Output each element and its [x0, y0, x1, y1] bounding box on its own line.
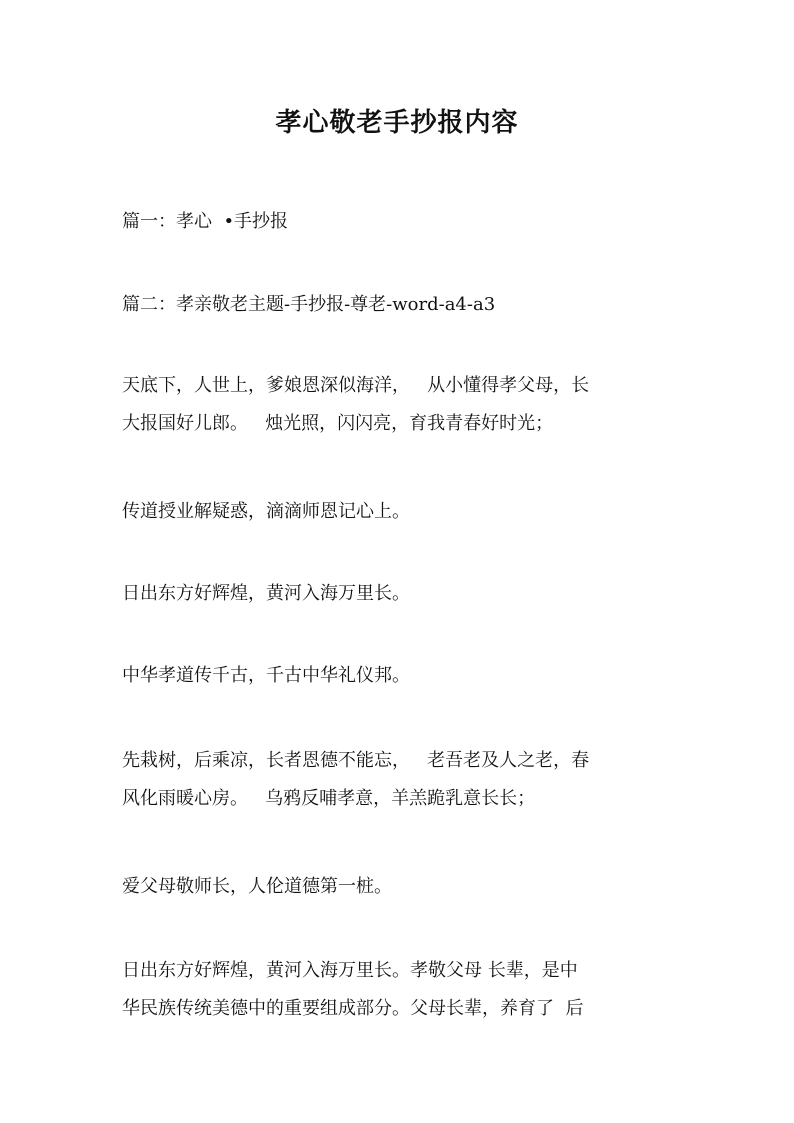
paragraph — [122, 742, 674, 818]
text-line: 天底下，人世上，爹娘恩深似海洋， 从小懂得孝父母，长 — [122, 375, 590, 396]
paragraph — [122, 868, 674, 906]
text-line: 篇二：孝亲敬老主题-手抄报-尊老-word-a4-a3 — [122, 294, 496, 315]
text-line: 传道授业解疑惑，滴滴师恩记心上。 — [122, 501, 410, 522]
paragraph-section-two — [122, 286, 674, 324]
paragraph-section-one — [122, 203, 674, 241]
document-title: 孝心敬老手抄报内容 — [275, 108, 519, 138]
paragraph — [122, 367, 674, 443]
paragraph — [122, 952, 674, 1028]
paragraph — [122, 493, 674, 531]
text-line: 先栽树，后乘凉，长者恩德不能忘， 老吾老及人之老，春 — [122, 750, 590, 771]
text-line: 日出东方好辉煌，黄河入海万里长。 — [122, 583, 410, 604]
text-line: 风化雨暖心房。 乌鸦反哺孝意，羊羔跪乳意长长； — [122, 788, 536, 809]
text-line: 爱父母敬师长，人伦道德第一桩。 — [122, 876, 392, 897]
text-line: 大报国好儿郎。 烛光照，闪闪亮，育我青春好时光； — [122, 413, 554, 434]
text-line: 华民族传统美德中的重要组成部分。父母长辈，养育了 后 — [122, 998, 584, 1019]
text-line: 日出东方好辉煌，黄河入海万里长。孝敬父母 长辈，是中 — [122, 960, 578, 981]
paragraph — [122, 575, 674, 613]
paragraph — [122, 657, 674, 695]
text-line: 中华孝道传千古，千古中华礼仪邦。 — [122, 665, 410, 686]
text-line: 篇一：孝心 •手抄报 — [122, 211, 289, 232]
